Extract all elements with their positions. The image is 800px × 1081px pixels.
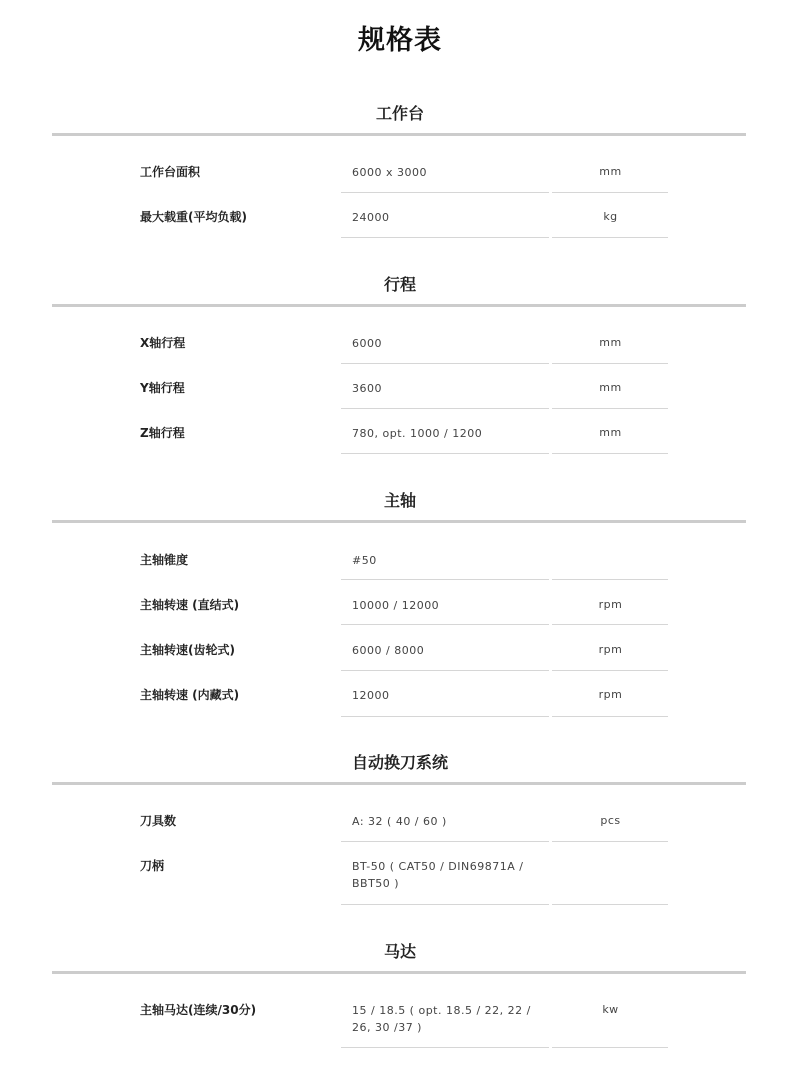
- spec-value: 12000: [352, 689, 390, 702]
- spec-label: 刀柄: [140, 859, 165, 873]
- row-divider: [341, 237, 549, 238]
- row-divider: [552, 453, 668, 454]
- spec-unit: mm: [599, 165, 622, 178]
- spec-label: 主轴转速 (直结式): [140, 598, 240, 612]
- row-divider: [341, 363, 549, 364]
- section-atc: [0, 752, 800, 774]
- row-divider: [552, 363, 668, 364]
- section-spindle: [0, 490, 800, 512]
- row-divider: [552, 192, 668, 193]
- spec-label: Z轴行程: [140, 426, 185, 440]
- section-divider: [52, 520, 746, 523]
- section-title: 行程: [383, 275, 416, 294]
- spec-label: Y轴行程: [140, 381, 185, 395]
- section-title: 工作台: [375, 104, 424, 123]
- row-divider: [552, 841, 668, 842]
- spec-label: X轴行程: [140, 336, 186, 350]
- section-divider: [52, 782, 746, 785]
- spec-unit: rpm: [598, 688, 623, 701]
- spec-value: BT-50 ( CAT50 / DIN69871A / BBT50 ): [352, 860, 524, 890]
- spec-value: 10000 / 12000: [352, 599, 440, 612]
- section-worktable: [0, 103, 800, 125]
- section-divider: [52, 133, 746, 136]
- spec-unit: kg: [603, 210, 618, 223]
- spec-value: 24000: [352, 211, 390, 224]
- row-divider: [341, 716, 549, 717]
- row-divider: [341, 624, 549, 625]
- row-divider: [552, 716, 668, 717]
- row-divider: [341, 904, 549, 905]
- spec-value: 6000: [352, 337, 382, 350]
- spec-unit: rpm: [598, 598, 623, 611]
- spec-unit: pcs: [600, 814, 621, 827]
- row-divider: [552, 408, 668, 409]
- row-divider: [341, 408, 549, 409]
- spec-label: 主轴马达(连续/30分): [140, 1003, 257, 1017]
- row-divider: [552, 1047, 668, 1048]
- section-title: 主轴: [383, 491, 416, 510]
- spec-value: A: 32 ( 40 / 60 ): [352, 815, 447, 828]
- row-divider: [341, 670, 549, 671]
- spec-value: 780, opt. 1000 / 1200: [352, 427, 483, 440]
- row-divider: [341, 192, 549, 193]
- spec-unit: mm: [599, 426, 622, 439]
- spec-label: 主轴转速(齿轮式): [140, 643, 235, 657]
- section-title: 马达: [383, 942, 416, 961]
- spec-label: 工作台面积: [140, 165, 201, 179]
- spec-value: 3600: [352, 382, 382, 395]
- row-divider: [552, 624, 668, 625]
- section-divider: [52, 971, 746, 974]
- row-divider: [552, 237, 668, 238]
- spec-value: 6000 x 3000: [352, 166, 427, 179]
- spec-unit: mm: [599, 381, 622, 394]
- section-divider: [52, 304, 746, 307]
- row-divider: [341, 1047, 549, 1048]
- row-divider: [552, 670, 668, 671]
- section-motor: [0, 941, 800, 963]
- row-divider: [341, 453, 549, 454]
- row-divider: [552, 904, 668, 905]
- row-divider: [341, 841, 549, 842]
- spec-unit: rpm: [598, 643, 623, 656]
- spec-value: 15 / 18.5 ( opt. 18.5 / 22, 22 / 26, 30 /37 ): [352, 1004, 531, 1034]
- spec-unit: mm: [599, 336, 622, 349]
- spec-value: 6000 / 8000: [352, 644, 425, 657]
- spec-value: #50: [352, 554, 377, 567]
- spec-unit: kw: [602, 1003, 619, 1016]
- page-title: 规格表: [358, 25, 442, 56]
- section-title: 自动换刀系统: [351, 753, 448, 772]
- row-divider: [341, 579, 549, 580]
- section-travel: [0, 274, 800, 296]
- spec-label: 主轴转速 (内藏式): [140, 688, 240, 702]
- spec-label: 刀具数: [140, 814, 177, 828]
- row-divider: [552, 579, 668, 580]
- spec-label: 主轴锥度: [140, 553, 189, 567]
- spec-label: 最大载重(平均负载): [140, 210, 247, 224]
